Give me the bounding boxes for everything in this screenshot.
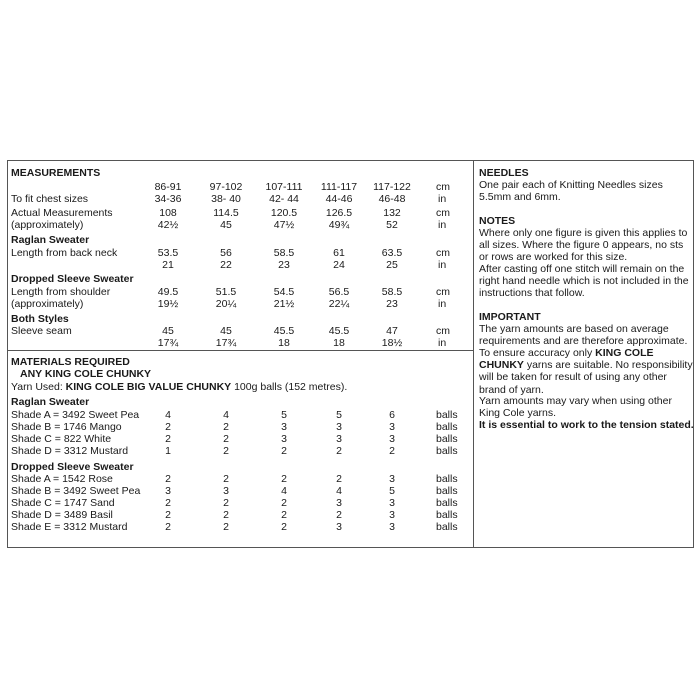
materials-heading: MATERIALS REQUIRED xyxy=(11,356,130,368)
dropped-label-1: Length from shoulder xyxy=(11,286,111,298)
dropped-shade-unit-2: balls xyxy=(436,485,458,497)
dropped-shade-4-col-1: 2 xyxy=(165,509,171,521)
important-para-4: It is essential to work to the tension stated. xyxy=(479,419,694,431)
measurements-heading: MEASUREMENTS xyxy=(11,167,101,179)
actual-cm-col-1: 108 xyxy=(159,207,177,219)
raglan-shade-3-col-2: 2 xyxy=(223,433,229,445)
raglan-label: Length from back neck xyxy=(11,247,118,259)
raglan-shade-1-col-1: 4 xyxy=(165,409,171,421)
unit-in: in xyxy=(438,193,447,205)
size-cm-col-1: 86-91 xyxy=(154,181,182,193)
dropped-shade-4-col-4: 2 xyxy=(336,509,342,521)
dropped-heading: Dropped Sleeve Sweater xyxy=(11,273,134,285)
dropped-cm-col-1: 49.5 xyxy=(157,286,179,298)
dropped-shade-2-col-5: 5 xyxy=(389,485,395,497)
raglan-heading: Raglan Sweater xyxy=(11,234,90,246)
notes-heading: NOTES xyxy=(479,215,516,227)
sleeve-unit-cm: cm xyxy=(436,325,450,337)
dropped-shade-4-col-3: 2 xyxy=(281,509,287,521)
dropped-shade-label-2: Shade B = 3492 Sweet Pea xyxy=(11,485,141,497)
dropped-unit-in: in xyxy=(438,298,447,310)
dropped-unit-cm: cm xyxy=(436,286,450,298)
important-para-2-bold: KING COLE CHUNKY xyxy=(479,347,654,372)
dropped-shade-4-col-5: 3 xyxy=(389,509,395,521)
important-para-1: The yarn amounts are based on average requirements and are therefore approximate. xyxy=(479,323,688,348)
raglan-shade-label-1: Shade A = 3492 Sweet Pea xyxy=(11,409,140,421)
raglan-shade-unit-4: balls xyxy=(436,445,458,457)
actual-unit-in: in xyxy=(438,219,447,231)
size-in-col-5: 46-48 xyxy=(378,193,406,205)
sleeve-cm-col-1: 45 xyxy=(162,325,174,337)
raglan-shade-label-3: Shade C = 822 White xyxy=(11,433,112,445)
actual-in-col-1: 42½ xyxy=(157,219,179,231)
dropped-shade-unit-5: balls xyxy=(436,521,458,533)
needles-heading: NEEDLES xyxy=(479,167,529,179)
raglan-shade-1-col-5: 6 xyxy=(389,409,395,421)
dropped-shade-5-col-3: 2 xyxy=(281,521,287,533)
dropped-label-2: (approximately) xyxy=(11,298,84,310)
dropped-shade-3-col-5: 3 xyxy=(389,497,395,509)
raglan-shade-2-col-1: 2 xyxy=(165,421,171,433)
raglan-cm-col-4: 61 xyxy=(333,247,345,259)
raglan-shade-1-col-2: 4 xyxy=(223,409,229,421)
size-cm-col-3: 107-111 xyxy=(265,181,303,193)
pattern-info-sheet xyxy=(7,160,694,548)
materials-raglan-heading: Raglan Sweater xyxy=(11,396,90,408)
sleeve-cm-col-5: 47 xyxy=(386,325,398,337)
actual-cm-col-5: 132 xyxy=(383,207,401,219)
dropped-shade-1-col-5: 3 xyxy=(389,473,395,485)
dropped-shade-unit-3: balls xyxy=(436,497,458,509)
raglan-shade-3-col-4: 3 xyxy=(336,433,342,445)
size-in-col-1: 34-36 xyxy=(154,193,182,205)
raglan-shade-1-col-4: 5 xyxy=(336,409,342,421)
sleeve-cm-col-2: 45 xyxy=(220,325,232,337)
dropped-shade-3-col-4: 3 xyxy=(336,497,342,509)
sleeve-in-col-3: 18 xyxy=(278,337,290,349)
dropped-shade-3-col-3: 2 xyxy=(281,497,287,509)
actual-in-col-2: 45 xyxy=(220,219,232,231)
actual-label-2: (approximately) xyxy=(11,219,84,231)
raglan-in-col-5: 25 xyxy=(386,259,398,271)
dropped-shade-1-col-4: 2 xyxy=(336,473,342,485)
materials-dropped-heading: Dropped Sleeve Sweater xyxy=(11,461,134,473)
needles-text: One pair each of Knitting Needles sizes 5.5mm and 6mm. xyxy=(479,179,663,204)
raglan-shade-2-col-2: 2 xyxy=(223,421,229,433)
dropped-in-col-2: 20¼ xyxy=(215,298,237,310)
raglan-cm-col-5: 63.5 xyxy=(381,247,403,259)
raglan-in-col-3: 23 xyxy=(278,259,290,271)
dropped-cm-col-2: 51.5 xyxy=(215,286,237,298)
raglan-in-col-4: 24 xyxy=(333,259,345,271)
sleeve-in-col-4: 18 xyxy=(333,337,345,349)
raglan-shade-3-col-1: 2 xyxy=(165,433,171,445)
dropped-shade-1-col-1: 2 xyxy=(165,473,171,485)
sleeve-cm-col-3: 45.5 xyxy=(273,325,295,337)
dropped-shade-4-col-2: 2 xyxy=(223,509,229,521)
important-para-2-post: yarns are suitable. No responsibility will be taken for result of using any other brand of yarn. xyxy=(479,359,693,396)
dropped-shade-5-col-5: 3 xyxy=(389,521,395,533)
dropped-in-col-5: 23 xyxy=(386,298,398,310)
raglan-shade-2-col-5: 3 xyxy=(389,421,395,433)
dropped-shade-3-col-2: 2 xyxy=(223,497,229,509)
dropped-shade-2-col-3: 4 xyxy=(281,485,287,497)
raglan-shade-4-col-3: 2 xyxy=(281,445,287,457)
actual-unit-cm: cm xyxy=(436,207,450,219)
chest-label: To fit chest sizes xyxy=(11,193,89,205)
size-in-col-4: 44-46 xyxy=(325,193,353,205)
important-para-2 xyxy=(479,347,694,396)
dropped-cm-col-5: 58.5 xyxy=(381,286,403,298)
size-cm-col-5: 117-122 xyxy=(373,181,411,193)
raglan-unit-cm: cm xyxy=(436,247,450,259)
raglan-shade-1-col-3: 5 xyxy=(281,409,287,421)
raglan-cm-col-2: 56 xyxy=(220,247,232,259)
dropped-cm-col-4: 56.5 xyxy=(328,286,350,298)
section-divider xyxy=(8,350,473,351)
materials-subheading: ANY KING COLE CHUNKY xyxy=(20,368,152,380)
both-heading: Both Styles xyxy=(11,313,69,325)
dropped-shade-label-5: Shade E = 3312 Mustard xyxy=(11,521,128,533)
dropped-shade-label-3: Shade C = 1747 Sand xyxy=(11,497,115,509)
dropped-shade-3-col-1: 2 xyxy=(165,497,171,509)
dropped-shade-5-col-1: 2 xyxy=(165,521,171,533)
important-heading: IMPORTANT xyxy=(479,311,541,323)
raglan-shade-4-col-4: 2 xyxy=(336,445,342,457)
important-para-3: Yarn amounts may vary when using other King Cole yarns. xyxy=(479,395,672,420)
size-cm-col-4: 111-117 xyxy=(320,181,358,193)
dropped-shade-2-col-2: 3 xyxy=(223,485,229,497)
size-in-col-3: 42- 44 xyxy=(269,193,299,205)
dropped-shade-1-col-2: 2 xyxy=(223,473,229,485)
dropped-shade-1-col-3: 2 xyxy=(281,473,287,485)
sleeve-in-col-5: 18½ xyxy=(381,337,403,349)
raglan-shade-unit-1: balls xyxy=(436,409,458,421)
raglan-cm-col-1: 53.5 xyxy=(157,247,179,259)
dropped-cm-col-3: 54.5 xyxy=(273,286,295,298)
dropped-shade-unit-1: balls xyxy=(436,473,458,485)
actual-label-1: Actual Measurements xyxy=(11,207,113,219)
raglan-in-col-1: 21 xyxy=(162,259,174,271)
raglan-shade-label-4: Shade D = 3312 Mustard xyxy=(11,445,129,457)
size-in-col-2: 38- 40 xyxy=(211,193,241,205)
dropped-in-col-3: 21½ xyxy=(273,298,295,310)
dropped-shade-2-col-4: 4 xyxy=(336,485,342,497)
actual-cm-col-2: 114.5 xyxy=(213,207,239,219)
sleeve-cm-col-4: 45.5 xyxy=(328,325,350,337)
raglan-unit-in: in xyxy=(438,259,447,271)
raglan-shade-2-col-4: 3 xyxy=(336,421,342,433)
unit-cm: cm xyxy=(436,181,450,193)
raglan-shade-unit-2: balls xyxy=(436,421,458,433)
dropped-shade-2-col-1: 3 xyxy=(165,485,171,497)
actual-in-col-4: 49¾ xyxy=(328,219,350,231)
column-divider xyxy=(473,161,474,547)
raglan-cm-col-3: 58.5 xyxy=(273,247,295,259)
dropped-shade-label-4: Shade D = 3489 Basil xyxy=(11,509,113,521)
actual-in-col-5: 52 xyxy=(386,219,398,231)
dropped-shade-unit-4: balls xyxy=(436,509,458,521)
size-cm-col-2: 97-102 xyxy=(209,181,243,193)
actual-cm-col-4: 126.5 xyxy=(325,207,353,219)
raglan-shade-4-col-5: 2 xyxy=(389,445,395,457)
sleeve-label: Sleeve seam xyxy=(11,325,72,337)
actual-in-col-3: 47½ xyxy=(273,219,295,231)
raglan-shade-unit-3: balls xyxy=(436,433,458,445)
raglan-shade-label-2: Shade B = 1746 Mango xyxy=(11,421,122,433)
dropped-shade-5-col-2: 2 xyxy=(223,521,229,533)
sleeve-in-col-2: 17¾ xyxy=(215,337,237,349)
actual-cm-col-3: 120.5 xyxy=(270,207,298,219)
raglan-shade-3-col-3: 3 xyxy=(281,433,287,445)
raglan-in-col-2: 22 xyxy=(220,259,232,271)
sleeve-unit-in: in xyxy=(438,337,447,349)
raglan-shade-3-col-5: 3 xyxy=(389,433,395,445)
notes-para-1: Where only one figure is given this applies to all sizes. Where the figure 0 appears, no sts or rows are worked for this size. xyxy=(479,227,688,264)
raglan-shade-2-col-3: 3 xyxy=(281,421,287,433)
raglan-shade-4-col-1: 1 xyxy=(165,445,171,457)
dropped-in-col-1: 19½ xyxy=(157,298,179,310)
dropped-in-col-4: 22¼ xyxy=(328,298,350,310)
yarn-used-line: Yarn Used: KING COLE BIG VALUE CHUNKY 100g balls (152 metres). xyxy=(11,381,348,393)
notes-para-2: After casting off one stitch will remain on the right hand needle which is not included in the instructions that follow. xyxy=(479,263,689,300)
dropped-shade-label-1: Shade A = 1542 Rose xyxy=(11,473,113,485)
dropped-shade-5-col-4: 3 xyxy=(336,521,342,533)
raglan-shade-4-col-2: 2 xyxy=(223,445,229,457)
sleeve-in-col-1: 17¾ xyxy=(157,337,179,349)
important-para-2-pre: To ensure accuracy only xyxy=(479,347,593,359)
